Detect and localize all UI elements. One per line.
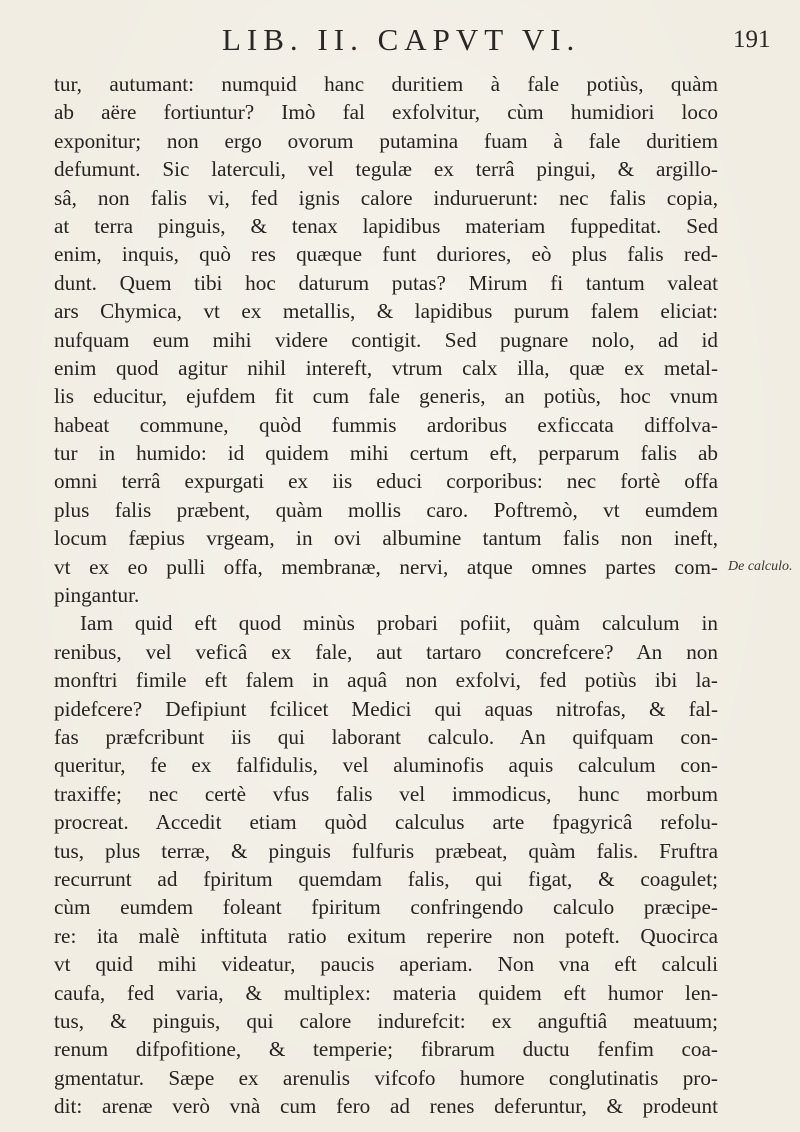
text-line: gmentatur. Sæpe ex arenulis vifcofo humore conglutinatis pro-	[54, 1065, 718, 1090]
text-line: caufa, fed varia, & multiplex: materia quidem eft humor len-	[54, 980, 718, 1005]
paragraph-start-line: Iam quid eft quod minùs probari pofiit, quàm calculum in	[80, 611, 718, 636]
text-line: ab aëre fortiuntur? Imò fal exfolvitur, cùm humidiori loco	[54, 100, 718, 125]
text-line: re: ita malè inftituta ratio exitum reperire non poteft. Quocirca	[54, 923, 718, 948]
text-line: exponitur; non ergo ovorum putamina fuam à fale duritiem	[54, 128, 718, 153]
body-text	[54, 70, 718, 1120]
text-line: sâ, non falis vi, fed ignis calore induruerunt: nec falis copia,	[54, 185, 718, 210]
text-line: pidefcere? Defipiunt fcilicet Medici qui aquas nitrofas, & fal-	[54, 696, 718, 721]
running-title: LIB. II. CAPVT VI.	[222, 22, 581, 57]
text-line: queritur, fe ex falfidulis, vel aluminofis aquis calculum con-	[54, 753, 718, 778]
text-line: defumunt. Sic laterculi, vel tegulæ ex terrâ pingui, & argillo-	[54, 157, 718, 182]
text-line: cùm eumdem foleant fpiritum confringendo calculo præcipe-	[54, 895, 718, 920]
page-header	[0, 22, 800, 62]
text-line: procreat. Accedit etiam quòd calculus arte fpagyricâ refolu-	[54, 810, 718, 835]
paragraph-end-line: pingantur.	[54, 583, 140, 608]
text-line: at terra pinguis, & tenax lapidibus materiam fuppeditat. Sed	[54, 213, 718, 238]
text-line: recurrunt ad fpiritum quemdam falis, qui figat, & coagulet;	[54, 866, 718, 891]
text-line: ars Chymica, vt ex metallis, & lapidibus purum falem eliciat:	[54, 299, 718, 324]
text-line: locum fæpius vrgeam, in ovi albumine tantum falis non ineft,	[54, 526, 718, 551]
text-line: habeat commune, quòd fummis ardoribus exficcata diffolva-	[54, 412, 718, 437]
text-line: tur in humido: id quidem mihi certum eft, perparum falis ab	[54, 441, 718, 466]
text-line: nufquam eum mihi videre contigit. Sed pugnare nolo, ad id	[54, 327, 718, 352]
text-line: fas præfcribunt iis qui laborant calculo. An quifquam con-	[54, 724, 718, 749]
text-line: renibus, vel veficâ ex fale, aut tartaro concrefcere? An non	[54, 639, 718, 664]
text-line: tus, plus terræ, & pinguis fulfuris præbeat, quàm falis. Fruftra	[54, 838, 718, 863]
text-line: plus falis præbent, quàm mollis caro. Poftremò, vt eumdem	[54, 497, 718, 522]
text-line: enim, inquis, quò res quæque funt duriores, eò plus falis red-	[54, 242, 718, 267]
marginal-note: De calculo.	[728, 559, 793, 574]
text-line: traxiffe; nec certè vfus falis vel immodicus, hunc morbum	[54, 781, 718, 806]
text-line: tus, & pinguis, qui calore indurefcit: ex anguftiâ meatuum;	[54, 1008, 718, 1033]
text-line: enim quod agitur nihil intereft, vtrum calx illa, quæ ex metal-	[54, 355, 718, 380]
text-line: vt ex eo pulli offa, membranæ, nervi, atque omnes partes com-	[54, 554, 718, 579]
text-line: monftri fimile eft falem in aquâ non exfolvi, fed potiùs ibi la-	[54, 668, 718, 693]
text-line: tur, autumant: numquid hanc duritiem à fale potiùs, quàm	[54, 72, 718, 96]
text-line: vt quid mihi videatur, paucis aperiam. Non vna eft calculi	[54, 952, 718, 977]
text-line: lis educitur, ejufdem fit cum fale generis, an potiùs, hoc vnum	[54, 384, 718, 409]
text-line: omni terrâ expurgati ex iis educi corporibus: nec fortè offa	[54, 469, 718, 494]
page-number: 191	[733, 26, 771, 53]
text-line: renum difpofitione, & temperie; fibrarum ductu fenfim coa-	[54, 1037, 718, 1062]
text-line: dunt. Quem tibi hoc daturum putas? Mirum fi tantum valeat	[54, 270, 718, 295]
text-line: dit: arenæ verò vnà cum fero ad renes deferuntur, & prodeunt	[54, 1094, 718, 1119]
